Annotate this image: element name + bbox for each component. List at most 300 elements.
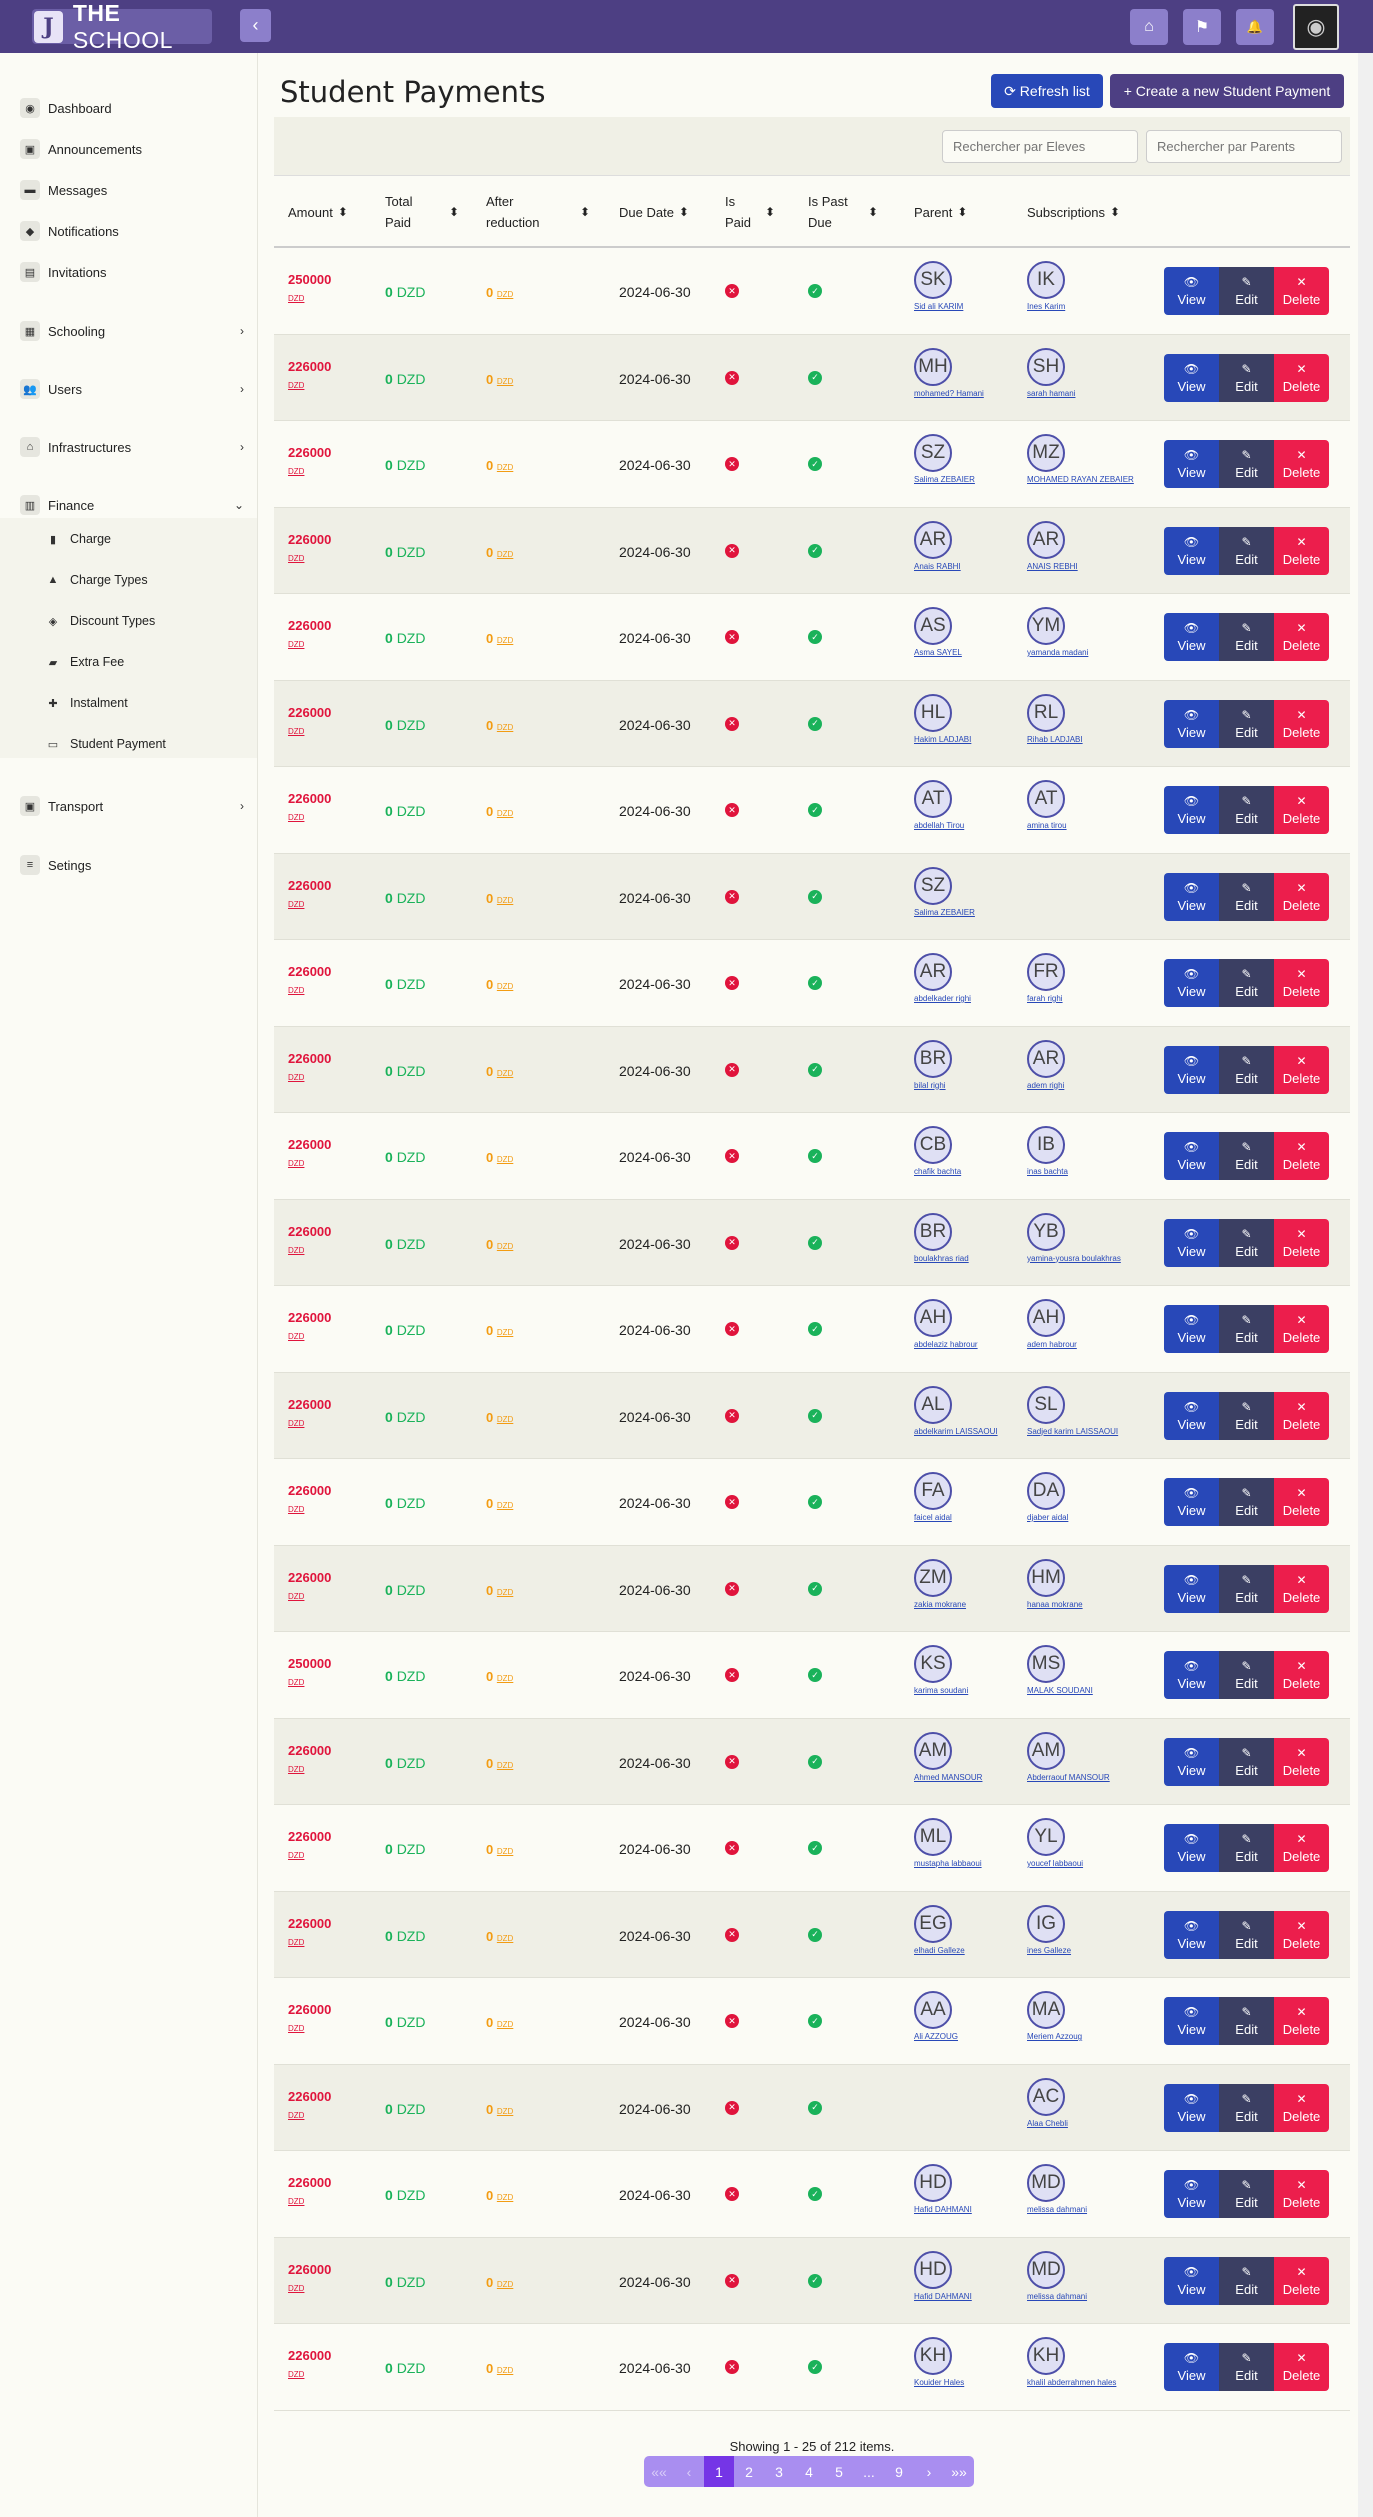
sidebar-item-label: Messages (48, 182, 108, 198)
subscription-cell[interactable] (1027, 1645, 1127, 1697)
parent-cell[interactable] (914, 780, 1014, 832)
view-button[interactable] (1164, 1997, 1219, 2045)
edit-button[interactable] (1219, 1132, 1274, 1180)
view-button[interactable] (1164, 873, 1219, 921)
delete-button[interactable] (1274, 613, 1329, 661)
due-date: 2024-06-30 (619, 1408, 691, 1425)
subscription-name-link[interactable]: MOHAMED RAYAN ZEBAIER (1027, 475, 1134, 484)
page-button[interactable]: 3 (764, 2456, 794, 2487)
parent-name-link[interactable]: abdelkader righi (914, 994, 971, 1003)
sidebar-item-transport[interactable] (20, 791, 252, 821)
after-reduction-value: 0 (486, 1755, 494, 1771)
view-button[interactable] (1164, 2170, 1219, 2218)
after-reduction-value: 0 (486, 1323, 494, 1338)
total-paid-currency: DZD (396, 1581, 426, 1598)
parent-cell[interactable] (914, 2251, 1014, 2303)
parent-cell[interactable] (914, 2164, 1014, 2216)
subscription-cell[interactable] (1027, 607, 1127, 659)
sidebar-item-dashboard[interactable] (20, 93, 252, 123)
view-button[interactable] (1164, 1738, 1219, 1786)
not-paid-icon: ✕ (725, 1063, 739, 1077)
delete-button[interactable] (1274, 1565, 1329, 1613)
parent-name-link[interactable]: mustapha labbaoui (914, 1859, 982, 1868)
close-icon: ✕ (1296, 880, 1307, 895)
parent-name-link[interactable]: abdellah Tirou (914, 821, 965, 830)
view-button[interactable] (1164, 1132, 1219, 1180)
edit-button[interactable] (1219, 786, 1274, 834)
amount-value: 226000 (288, 1223, 332, 1239)
subscription-cell[interactable] (1027, 1905, 1127, 1957)
page-button[interactable]: 1 (704, 2456, 734, 2487)
after-reduction-currency: DZD (496, 2193, 514, 2202)
view-button[interactable] (1164, 1911, 1219, 1959)
delete-button[interactable] (1274, 354, 1329, 402)
eye-icon: 👁 (1183, 1399, 1200, 1414)
view-button[interactable] (1164, 267, 1219, 315)
parent-name-link[interactable]: elhadi Galleze (914, 1945, 965, 1955)
page-button[interactable]: › (914, 2456, 944, 2487)
edit-button[interactable] (1219, 1046, 1274, 1094)
parent-name-link[interactable]: Hafid DAHMANI (914, 2291, 972, 2301)
subscription-cell[interactable] (1027, 1991, 1127, 2043)
edit-button[interactable] (1219, 959, 1274, 1007)
discount-types-icon: ◈ (48, 615, 58, 628)
parent-avatar: CB (914, 1126, 952, 1164)
parent-cell[interactable] (914, 953, 1014, 1005)
parent-name-link[interactable]: faicel aidal (914, 1513, 952, 1522)
edit-button[interactable] (1219, 613, 1274, 661)
parent-name-link[interactable]: mohamed? Hamani (914, 388, 984, 398)
page-button[interactable]: 4 (794, 2456, 824, 2487)
row-actions (1164, 1824, 1329, 1872)
parent-name-link[interactable]: Hakim LADJABI (914, 734, 972, 744)
amount-value: 226000 (288, 2261, 332, 2277)
parent-cell[interactable] (914, 1386, 1014, 1438)
view-button[interactable] (1164, 2257, 1219, 2305)
eye-icon: 👁 (1183, 967, 1200, 981)
home-icon: ⌂ (1144, 18, 1154, 35)
parent-cell[interactable] (914, 434, 1014, 486)
subscription-cell[interactable] (1027, 1732, 1127, 1784)
subscription-name-link[interactable]: MALAK SOUDANI (1027, 1686, 1093, 1695)
subscription-cell[interactable] (1027, 348, 1127, 400)
subscription-cell[interactable] (1027, 1472, 1127, 1524)
parent-cell[interactable] (914, 1732, 1014, 1784)
edit-button[interactable] (1219, 1392, 1274, 1440)
subscription-cell[interactable] (1027, 1818, 1127, 1870)
subscription-name-link[interactable]: yamanda madani (1027, 648, 1089, 657)
search-parents-input[interactable] (1146, 130, 1342, 163)
sidebar-item-messages[interactable] (20, 175, 252, 205)
after-reduction (486, 1496, 513, 1511)
subscription-name-link[interactable]: amina tirou (1027, 821, 1067, 830)
sidebar-subitem-discount-types[interactable] (44, 607, 244, 635)
table-row (274, 508, 1350, 595)
view-label: View (1177, 1762, 1206, 1778)
edit-button[interactable] (1219, 2170, 1274, 2218)
subscription-name-link[interactable]: yamina-yousra boulakhras (1027, 1253, 1121, 1263)
after-reduction-currency: DZD (496, 376, 514, 386)
delete-button[interactable] (1274, 2343, 1329, 2391)
subscription-cell[interactable] (1027, 1126, 1127, 1178)
parent-name-link[interactable]: Ali AZZOUG (914, 2032, 959, 2041)
subscription-name-link[interactable]: Ines Karim (1027, 302, 1066, 311)
parent-cell[interactable] (914, 261, 1014, 313)
edit-button[interactable] (1219, 267, 1274, 315)
parent-cell[interactable] (914, 2337, 1014, 2389)
parent-name-link[interactable]: Asma SAYEL (914, 648, 962, 657)
delete-button[interactable] (1274, 440, 1329, 488)
view-button[interactable] (1164, 440, 1219, 488)
total-paid-currency: DZD (396, 2187, 426, 2203)
delete-button[interactable] (1274, 1478, 1329, 1526)
delete-button[interactable] (1274, 527, 1329, 575)
due-date: 2024-06-30 (619, 803, 691, 819)
users-icon: 👥 (20, 379, 40, 399)
view-button[interactable] (1164, 1824, 1219, 1872)
parent-cell[interactable] (914, 1559, 1014, 1611)
sidebar-subitem-label: Extra Fee (70, 655, 125, 669)
delete-button[interactable] (1274, 1219, 1329, 1267)
total-paid-value: 0 (385, 889, 393, 906)
view-button[interactable] (1164, 2343, 1219, 2391)
parent-avatar: ZM (914, 1559, 952, 1597)
delete-button[interactable] (1274, 873, 1329, 921)
user-avatar[interactable] (1293, 4, 1339, 50)
col-total-paid[interactable]: Total Paid ⬍ (385, 194, 460, 230)
subscription-name-link[interactable]: youcef labbaoui (1027, 1859, 1084, 1868)
sidebar-item-invitations[interactable] (20, 257, 252, 287)
edit-button[interactable] (1219, 1824, 1274, 1872)
subscription-cell[interactable] (1027, 780, 1127, 832)
page-button[interactable]: ... (854, 2456, 884, 2487)
view-button[interactable] (1164, 1478, 1219, 1526)
after-reduction (486, 2015, 513, 2030)
parent-avatar: FA (914, 1472, 952, 1510)
sidebar-item-users[interactable] (20, 374, 252, 404)
parent-name-link[interactable]: Sid ali KARIM (914, 302, 964, 311)
subscription-name-link[interactable]: Abderraouf MANSOUR (1027, 1772, 1110, 1782)
col-due-date[interactable]: Due Date ⬍ (619, 176, 689, 248)
edit-button[interactable] (1219, 1565, 1274, 1613)
col-is-paid[interactable]: Is Paid ⬍ (725, 194, 776, 230)
delete-label: Delete (1282, 2195, 1321, 2210)
edit-button[interactable] (1219, 440, 1274, 488)
view-label: View (1177, 1243, 1206, 1259)
finance-submenu (0, 518, 257, 758)
parent-name-link[interactable]: bilal righi (914, 1080, 946, 1090)
parent-name-link[interactable]: Kouider Hales (914, 2378, 965, 2387)
parent-name-link[interactable]: Hafid DAHMANI (914, 2205, 972, 2214)
parent-name-link[interactable]: zakia mokrane (914, 1599, 967, 1609)
subscription-name-link[interactable]: ines Galleze (1027, 1945, 1072, 1955)
past-due-icon: ✓ (808, 457, 822, 471)
sidebar-item-infrastructures[interactable] (20, 432, 252, 462)
pencil-icon: ✎ (1241, 880, 1252, 895)
subscription-name-link[interactable]: farah righi (1027, 994, 1063, 1003)
refresh-list-button[interactable]: ⟳ Refresh list (991, 74, 1103, 108)
delete-label: Delete (1282, 1330, 1321, 1345)
delete-button[interactable] (1274, 959, 1329, 1007)
subscription-name-link[interactable]: adem habrour (1027, 1340, 1077, 1349)
sidebar-subitem-student-payment[interactable] (44, 730, 244, 758)
pencil-icon: ✎ (1241, 967, 1252, 981)
after-reduction (486, 1756, 513, 1771)
subscription-cell[interactable] (1027, 694, 1127, 746)
subscription-name-link[interactable]: melissa dahmani (1027, 2205, 1088, 2214)
view-button[interactable] (1164, 1046, 1219, 1094)
edit-button[interactable] (1219, 1651, 1274, 1699)
view-button[interactable] (1164, 1392, 1219, 1440)
parent-cell[interactable] (914, 1126, 1014, 1178)
amount-value: 226000 (288, 358, 332, 374)
subscription-cell[interactable] (1027, 1040, 1127, 1092)
due-date: 2024-06-30 (619, 889, 691, 906)
subscription-cell[interactable] (1027, 953, 1127, 1005)
view-button[interactable] (1164, 527, 1219, 575)
after-reduction-value: 0 (486, 285, 494, 300)
subscription-cell[interactable] (1027, 2337, 1127, 2389)
parent-cell[interactable] (914, 867, 1014, 919)
eye-icon: 👁 (1183, 2264, 1200, 2279)
view-button[interactable] (1164, 959, 1219, 1007)
sidebar-subitem-charge-types[interactable] (44, 566, 244, 594)
edit-label: Edit (1235, 984, 1258, 999)
edit-button[interactable] (1219, 700, 1274, 748)
edit-button[interactable] (1219, 1305, 1274, 1353)
edit-button[interactable] (1219, 2343, 1274, 2391)
past-due-icon: ✓ (808, 1841, 822, 1855)
table-row (274, 1978, 1350, 2065)
total-paid (385, 803, 425, 819)
subscription-name-link[interactable]: khalil abderrahmen hales (1027, 2378, 1117, 2387)
delete-button[interactable] (1274, 786, 1329, 834)
page-button[interactable]: «« (644, 2456, 674, 2487)
sidebar-item-schooling[interactable] (20, 316, 252, 346)
delete-button[interactable] (1274, 1046, 1329, 1094)
view-button[interactable] (1164, 1305, 1219, 1353)
parent-name-link[interactable]: Salima ZEBAIER (914, 475, 975, 484)
total-paid (385, 284, 425, 300)
parent-cell[interactable] (914, 1645, 1014, 1697)
total-paid-value: 0 (385, 1322, 393, 1338)
subscription-cell[interactable] (1027, 434, 1134, 486)
subscription-cell[interactable] (1027, 1213, 1127, 1265)
sidebar-collapse-button[interactable] (240, 9, 271, 42)
parent-cell[interactable] (914, 1299, 1014, 1351)
search-eleves-input[interactable] (942, 130, 1138, 163)
delete-button[interactable] (1274, 1392, 1329, 1440)
after-reduction-currency: DZD (496, 1501, 514, 1510)
sidebar-item-setings[interactable] (20, 850, 252, 880)
parent-name-link[interactable]: Ahmed MANSOUR (914, 1772, 983, 1782)
page-button[interactable]: ‹ (674, 2456, 704, 2487)
view-button[interactable] (1164, 700, 1219, 748)
parent-cell[interactable] (914, 521, 1014, 573)
parent-cell[interactable] (914, 1040, 1014, 1092)
table-row (274, 1632, 1350, 1719)
after-reduction-currency: DZD (496, 895, 514, 905)
edit-button[interactable] (1219, 2257, 1274, 2305)
delete-button[interactable] (1274, 1911, 1329, 1959)
subscription-name-link[interactable]: Sadjed karim LAISSAOUI (1027, 1426, 1119, 1436)
sort-icon: ⬍ (765, 204, 776, 219)
page-button[interactable]: 2 (734, 2456, 764, 2487)
edit-button[interactable] (1219, 1738, 1274, 1786)
page-button[interactable]: 9 (884, 2456, 914, 2487)
view-button[interactable] (1164, 613, 1219, 661)
subscription-name-link[interactable]: Rihab LADJABI (1027, 734, 1083, 744)
delete-button[interactable] (1274, 2257, 1329, 2305)
subscription-cell[interactable] (1027, 2251, 1127, 2303)
row-actions (1164, 2084, 1329, 2132)
parent-name-link[interactable]: Salima ZEBAIER (914, 907, 975, 917)
delete-button[interactable] (1274, 267, 1329, 315)
due-date: 2024-06-30 (619, 284, 691, 300)
after-reduction-value: 0 (486, 1928, 494, 1944)
edit-button[interactable] (1219, 1911, 1274, 1959)
subscription-cell[interactable] (1027, 2078, 1127, 2130)
edit-button[interactable] (1219, 1219, 1274, 1267)
parent-name-link[interactable]: boulakhras riad (914, 1253, 969, 1263)
parent-cell[interactable] (914, 694, 1014, 746)
subscription-cell[interactable] (1027, 261, 1127, 313)
page-button[interactable]: »» (944, 2456, 974, 2487)
view-button[interactable] (1164, 1651, 1219, 1699)
view-button[interactable] (1164, 786, 1219, 834)
col-subscriptions[interactable]: Subscriptions ⬍ (1027, 176, 1120, 248)
delete-button[interactable] (1274, 700, 1329, 748)
parent-cell[interactable] (914, 1818, 1014, 1870)
view-button[interactable] (1164, 1219, 1219, 1267)
page-scrollbar[interactable] (1358, 53, 1373, 2517)
total-paid-value: 0 (385, 630, 393, 646)
col-amount[interactable]: Amount ⬍ (288, 176, 348, 248)
after-reduction (486, 285, 513, 300)
subscription-name-link[interactable]: Alaa Chebli (1027, 2118, 1068, 2128)
parent-name-link[interactable]: chafik bachta (914, 1167, 962, 1176)
not-paid-icon: ✕ (725, 1322, 739, 1336)
edit-button[interactable] (1219, 354, 1274, 402)
subscription-name-link[interactable]: sarah hamani (1027, 388, 1076, 398)
total-paid (385, 1841, 425, 1857)
after-reduction-currency: DZD (496, 1241, 514, 1251)
subscription-cell[interactable] (1027, 1559, 1127, 1611)
parent-cell[interactable] (914, 1991, 1014, 2043)
pencil-icon: ✎ (1241, 1053, 1252, 1068)
parent-cell[interactable] (914, 1472, 1014, 1524)
view-button[interactable] (1164, 2084, 1219, 2132)
delete-label: Delete (1282, 1070, 1321, 1086)
sidebar-item-notifications[interactable] (20, 216, 252, 246)
eye-icon: 👁 (1183, 448, 1200, 462)
total-paid-currency: DZD (396, 370, 426, 387)
home-button[interactable] (1130, 9, 1168, 45)
parent-cell[interactable] (914, 607, 1014, 659)
delete-button[interactable] (1274, 1305, 1329, 1353)
subscription-name-link[interactable]: adem righi (1027, 1080, 1065, 1090)
app-logo[interactable] (32, 0, 212, 53)
subscription-name-link[interactable]: ANAIS REBHI (1027, 561, 1078, 571)
delete-button[interactable] (1274, 1132, 1329, 1180)
subscription-cell[interactable] (1027, 2164, 1127, 2216)
delete-button[interactable] (1274, 1824, 1329, 1872)
sidebar-subitem-charge[interactable] (44, 525, 244, 553)
parent-name-link[interactable]: karima soudani (914, 1686, 969, 1695)
table-row (274, 1113, 1350, 1200)
edit-button[interactable] (1219, 2084, 1274, 2132)
delete-button[interactable] (1274, 2170, 1329, 2218)
col-after-reduction[interactable]: After reduction ⬍ (486, 194, 591, 230)
total-paid-value: 0 (385, 1668, 393, 1684)
schooling-icon: ▦ (20, 321, 40, 341)
infrastructures-icon: ⌂ (20, 437, 40, 457)
subscription-cell[interactable] (1027, 1299, 1127, 1351)
close-icon: ✕ (1296, 1226, 1307, 1241)
view-button[interactable] (1164, 1565, 1219, 1613)
parent-name-link[interactable]: abdelkarim LAISSAOUI (914, 1426, 998, 1436)
col-parent[interactable]: Parent ⬍ (914, 176, 967, 248)
delete-button[interactable] (1274, 1651, 1329, 1699)
flag-button[interactable] (1183, 9, 1221, 45)
amount-currency: DZD (288, 553, 305, 563)
subscription-cell[interactable] (1027, 521, 1127, 573)
due-date: 2024-06-30 (619, 370, 691, 387)
parent-name-link[interactable]: abdelaziz habrour (914, 1340, 978, 1349)
subscription-name-link[interactable]: djaber aidal (1027, 1513, 1069, 1522)
create-student-payment-button[interactable]: + Create a new Student Payment (1110, 74, 1344, 108)
subscription-avatar: AC (1027, 2078, 1065, 2116)
subscription-name-link[interactable]: melissa dahmani (1027, 2291, 1088, 2301)
edit-button[interactable] (1219, 873, 1274, 921)
parent-cell[interactable] (914, 1905, 1014, 1957)
amount-currency: DZD (288, 294, 305, 303)
edit-button[interactable] (1219, 1478, 1274, 1526)
view-button[interactable] (1164, 354, 1219, 402)
subscription-cell[interactable] (1027, 1386, 1127, 1438)
view-label: View (1177, 638, 1206, 653)
view-label: View (1177, 1157, 1206, 1172)
sidebar-item-announcements[interactable] (20, 134, 252, 164)
delete-button[interactable] (1274, 2084, 1329, 2132)
notifications-button[interactable] (1236, 9, 1274, 45)
parent-name-link[interactable]: Anais RABHI (914, 561, 961, 571)
sidebar-item-finance[interactable] (20, 490, 252, 520)
total-paid-currency: DZD (396, 630, 426, 646)
sidebar-subitem-extra-fee[interactable] (44, 648, 244, 676)
edit-button[interactable] (1219, 527, 1274, 575)
view-label: View (1177, 2108, 1206, 2124)
parent-cell[interactable] (914, 348, 1014, 400)
not-paid-icon: ✕ (725, 2187, 739, 2201)
subscription-name-link[interactable]: hanaa mokrane (1027, 1599, 1083, 1609)
parent-avatar: HL (914, 694, 952, 732)
delete-label: Delete (1282, 1503, 1321, 1518)
page-button[interactable]: 5 (824, 2456, 854, 2487)
edit-label: Edit (1235, 292, 1258, 307)
subscription-name-link[interactable]: Meriem Azzoug (1027, 2032, 1083, 2041)
subscription-name-link[interactable]: inas bachta (1027, 1167, 1068, 1176)
edit-button[interactable] (1219, 1997, 1274, 2045)
parent-cell[interactable] (914, 1213, 1014, 1265)
delete-button[interactable] (1274, 1997, 1329, 2045)
view-label: View (1177, 378, 1206, 394)
view-label: View (1177, 2368, 1206, 2383)
delete-button[interactable] (1274, 1738, 1329, 1786)
close-icon: ✕ (1296, 1399, 1307, 1414)
col-is-past-due[interactable]: Is Past Due ⬍ (808, 194, 879, 230)
sidebar-subitem-instalment[interactable] (44, 689, 244, 717)
